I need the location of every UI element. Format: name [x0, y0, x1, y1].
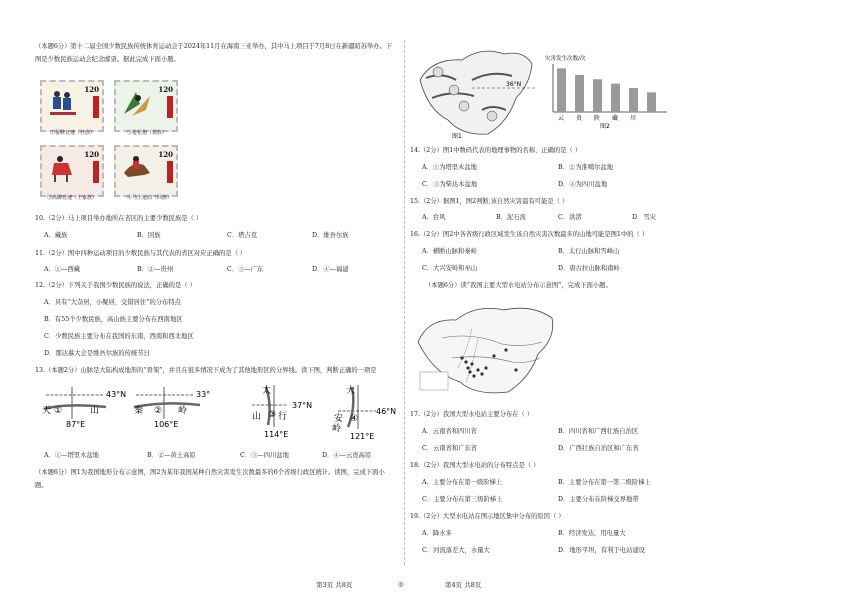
stamp-4	[114, 145, 178, 197]
map-range-char: 大	[346, 386, 356, 396]
question-19-option-b[interactable]: B．经济发达，用电量大	[558, 530, 626, 537]
map-range-char: 行	[278, 412, 288, 422]
question-18-option-d[interactable]: D．主要分布在阶梯交界地带	[558, 496, 639, 503]
figure-1-latitude-label: 36°N	[506, 81, 522, 88]
question-11-option-a[interactable]: A．①—西藏	[44, 266, 81, 273]
question-16-stem: 16.（2分）图2中各省级行政区域发生该自然灾害次数最多的山地可能是图1中的（ ）	[410, 231, 649, 238]
footer-center-mark: ◎	[398, 580, 404, 588]
map-legend-box	[420, 372, 448, 390]
map-daxinganling	[332, 384, 396, 441]
map-longitude-label: 106°E	[154, 420, 179, 429]
chart-tick-label: 贵	[576, 115, 583, 122]
question-15-option-d[interactable]: D．雪灾	[632, 214, 656, 221]
map-range-char: 山	[90, 406, 100, 416]
question-15-option-b[interactable]: B．泥石流	[496, 214, 526, 221]
question-12-option-d[interactable]: D．那达慕大会是维吾尔族的传统节日	[44, 350, 150, 357]
question-19-option-d[interactable]: D．地形平坦，有利于电站建设	[558, 547, 645, 554]
chart-ylabel: 灾害发生次数/次	[545, 56, 586, 62]
question-14-option-a[interactable]: A．①为塔里木盆地	[422, 164, 477, 171]
stamp-figure-icon	[122, 88, 154, 118]
hydropower-station-map	[412, 298, 562, 398]
chart-bar	[557, 68, 566, 112]
stamp-caption-2: ②抢花炮（苗族）	[127, 130, 168, 136]
question-14-option-d[interactable]: D．④为四川盆地	[558, 181, 608, 188]
question-10-option-d[interactable]: D．维吾尔族	[312, 232, 349, 239]
question-17-stem: 17.（2分）我国大型水电站主要分布在（ ）	[410, 411, 534, 418]
map-latitude-label: 46°N	[376, 407, 396, 416]
question-17-option-d[interactable]: D．广西壮族自治区和广东省	[558, 445, 639, 452]
chart-tick-label: 川	[630, 115, 637, 122]
question-17-option-c[interactable]: C．云南省和广东省	[422, 445, 478, 452]
stamp-caption-1: ①板鞋竞速（壮族）	[50, 130, 96, 136]
map-range-char: 岭	[332, 424, 342, 434]
stamp-caption-4: ④马上运动（回族）	[127, 195, 173, 201]
stamp-value: 120	[84, 150, 99, 159]
chart-bar	[593, 79, 602, 112]
stamp-value: 120	[84, 85, 99, 94]
stamp-label-bar	[93, 96, 99, 118]
stamp-value: 120	[158, 150, 173, 159]
stamp-3	[40, 145, 104, 197]
map-range-char: 秦	[134, 406, 144, 416]
map-longitude-label: 87°E	[66, 420, 86, 429]
map-range-char: 岭	[178, 406, 188, 416]
intro-paragraph-1: （本题6分）第十二届全国少数民族传统体育运动会于2024年11月在海南三亚举办，其中马上项目于7月8日在新疆昭苏举办。下图是少数民族运动会纪念邮票。据此完成下面小题。	[35, 43, 393, 63]
column-divider	[404, 40, 405, 565]
question-17-option-b[interactable]: B．四川省和广西壮族自治区	[558, 428, 639, 435]
footer-page-left: 第3页 共8页	[316, 581, 353, 589]
question-14-option-b[interactable]: B．②为准噶尔盆地	[558, 164, 614, 171]
question-10-option-b[interactable]: B．回族	[137, 232, 161, 239]
map-range-char: 安	[334, 414, 344, 424]
chart-bar	[629, 88, 638, 112]
question-16-option-c[interactable]: C．大兴安岭和巫山	[422, 265, 478, 272]
question-16-option-b[interactable]: B．太行山脉和雪峰山	[558, 248, 620, 255]
question-12-stem: 12.（2分）下列关于我国少数民族的说法，正确的是（ ）	[35, 282, 196, 289]
question-12-option-a[interactable]: A．具有“大杂居，小聚居，交错居住”的分布特点	[44, 299, 181, 306]
chart-bar	[647, 92, 656, 112]
map-marker: ①	[54, 406, 63, 416]
stamp-label-bar	[93, 161, 99, 183]
stamp-caption-3: ③高脚竞速（土家族）	[47, 195, 98, 201]
question-10-option-c[interactable]: C．塔吉克	[227, 232, 258, 239]
chart-bar	[575, 75, 584, 112]
stamp-label-bar	[167, 161, 173, 183]
map-range-char: 山	[252, 412, 262, 422]
footer-page-right: 第4页 共8页	[445, 581, 482, 589]
figure-1-terrain-map	[412, 40, 537, 140]
question-18-option-b[interactable]: B．主要分布在第一第二级阶梯上	[558, 479, 651, 486]
question-19-stem: 19.（2分）大型水电站在图示地区集中分布的原因（ ）	[410, 513, 565, 520]
map-marker: ③	[268, 410, 277, 420]
map-qinling	[134, 387, 210, 429]
question-18-option-a[interactable]: A．主要分布在第一级阶梯上	[422, 479, 503, 486]
figure-2-caption: 图2	[600, 123, 610, 130]
question-18-stem: 18.（2分）我国大型水电站的分布特点是（ ）	[410, 462, 540, 469]
stamp-1	[40, 80, 104, 132]
stamp-label-bar	[167, 96, 173, 118]
map-marker: ②	[154, 406, 163, 416]
question-13-option-d[interactable]: D．④—云贵高原	[322, 452, 372, 459]
question-13-option-c[interactable]: C．③—四川盆地	[240, 452, 289, 459]
question-15-option-a[interactable]: A．台风	[422, 214, 446, 221]
stamp-value: 120	[158, 85, 173, 94]
intro-paragraph-2: （本题6分）图1为我国地形分布示意图，图2为某年我国某种自然灾害发生次数最多的6个省级行政区统计。读图，完成下面小题。	[35, 469, 385, 489]
map-longitude-label: 114°E	[264, 430, 289, 439]
question-11-option-d[interactable]: D．④—福建	[312, 266, 349, 273]
stamp-figure-icon	[122, 153, 154, 183]
map-marker: ④	[350, 414, 359, 424]
question-16-option-a[interactable]: A．横断山脉和秦岭	[422, 248, 477, 255]
question-13-option-b[interactable]: B．②—黄土高原	[147, 452, 196, 459]
map-taihang	[252, 384, 312, 439]
map-latitude-label: 37°N	[292, 401, 313, 410]
question-10-stem: 10.（2分）马上项目举办地所在省区的主要少数民族是（ ）	[35, 215, 203, 222]
question-18-option-c[interactable]: C．主要分布在第三级阶梯上	[422, 496, 503, 503]
question-12-option-c[interactable]: C．少数民族主要分布在我国的东南，西南和西北地区	[44, 333, 194, 340]
map-latitude-label: 43°N	[106, 390, 127, 399]
question-14-option-c[interactable]: C．③为柴达木盆地	[422, 181, 478, 188]
question-10-option-a[interactable]: A．藏族	[44, 232, 68, 239]
question-19-option-c[interactable]: C．河流落差大，水量大	[422, 547, 490, 554]
question-16-option-d[interactable]: D．唐古拉山脉和南岭	[558, 265, 620, 272]
chart-bar	[611, 84, 620, 112]
chart-tick-label: 云	[558, 115, 565, 122]
chart-tick-label: 陕	[594, 115, 601, 122]
question-19-option-a[interactable]: A．降水多	[422, 530, 452, 537]
question-13-option-a[interactable]: A．①—塔里木盆地	[44, 452, 99, 459]
question-15-stem: 15.（2分）据图1，图2判断,该自然灾害最有可能是（ ）	[410, 198, 569, 205]
intro-paragraph-3: （本题6分）读“我国主要大型水电站分布示意图”，完成下面小题。	[425, 282, 612, 289]
question-11-option-b[interactable]: B．②—贵州	[137, 266, 174, 273]
chart-tick-label: 藏	[612, 115, 619, 122]
map-range-char: 太	[262, 386, 272, 396]
question-15-option-c[interactable]: C．洪涝	[558, 214, 582, 221]
map-tianshan	[42, 387, 126, 429]
stamp-figure-icon	[48, 153, 80, 183]
stamp-figure-icon	[48, 88, 80, 118]
question-12-option-b[interactable]: B．有55个少数民族，高山族主要分布在西南地区	[44, 316, 183, 323]
map-range-char: 天	[42, 406, 52, 416]
question-11-stem: 11.（2分）图中四种运动项目的少数民族与其代表的省区对应正确的是（ ）	[35, 250, 247, 257]
stamp-2	[114, 80, 178, 132]
mountain-range-maps	[36, 383, 396, 445]
figure-2-bar-chart	[545, 52, 675, 132]
left-column	[32, 0, 402, 575]
map-latitude-label: 33°	[196, 390, 211, 399]
figure-1-caption: 图1	[452, 133, 462, 140]
question-17-option-a[interactable]: A．云南省和四川省	[422, 428, 477, 435]
right-column	[410, 0, 828, 575]
question-14-stem: 14.（2分）图1中数码代表的地理事物的名称，正确的是（ ）	[410, 147, 582, 154]
question-11-option-c[interactable]: C．③—广东	[227, 266, 264, 273]
map-longitude-label: 121°E	[350, 432, 375, 441]
question-13-stem: 13.（本题2分）山脉是大陆构成地形的“骨架”，并且在很多情况下成为了其他地形区的分界线。读下图，判断正确的一项是	[35, 367, 377, 374]
